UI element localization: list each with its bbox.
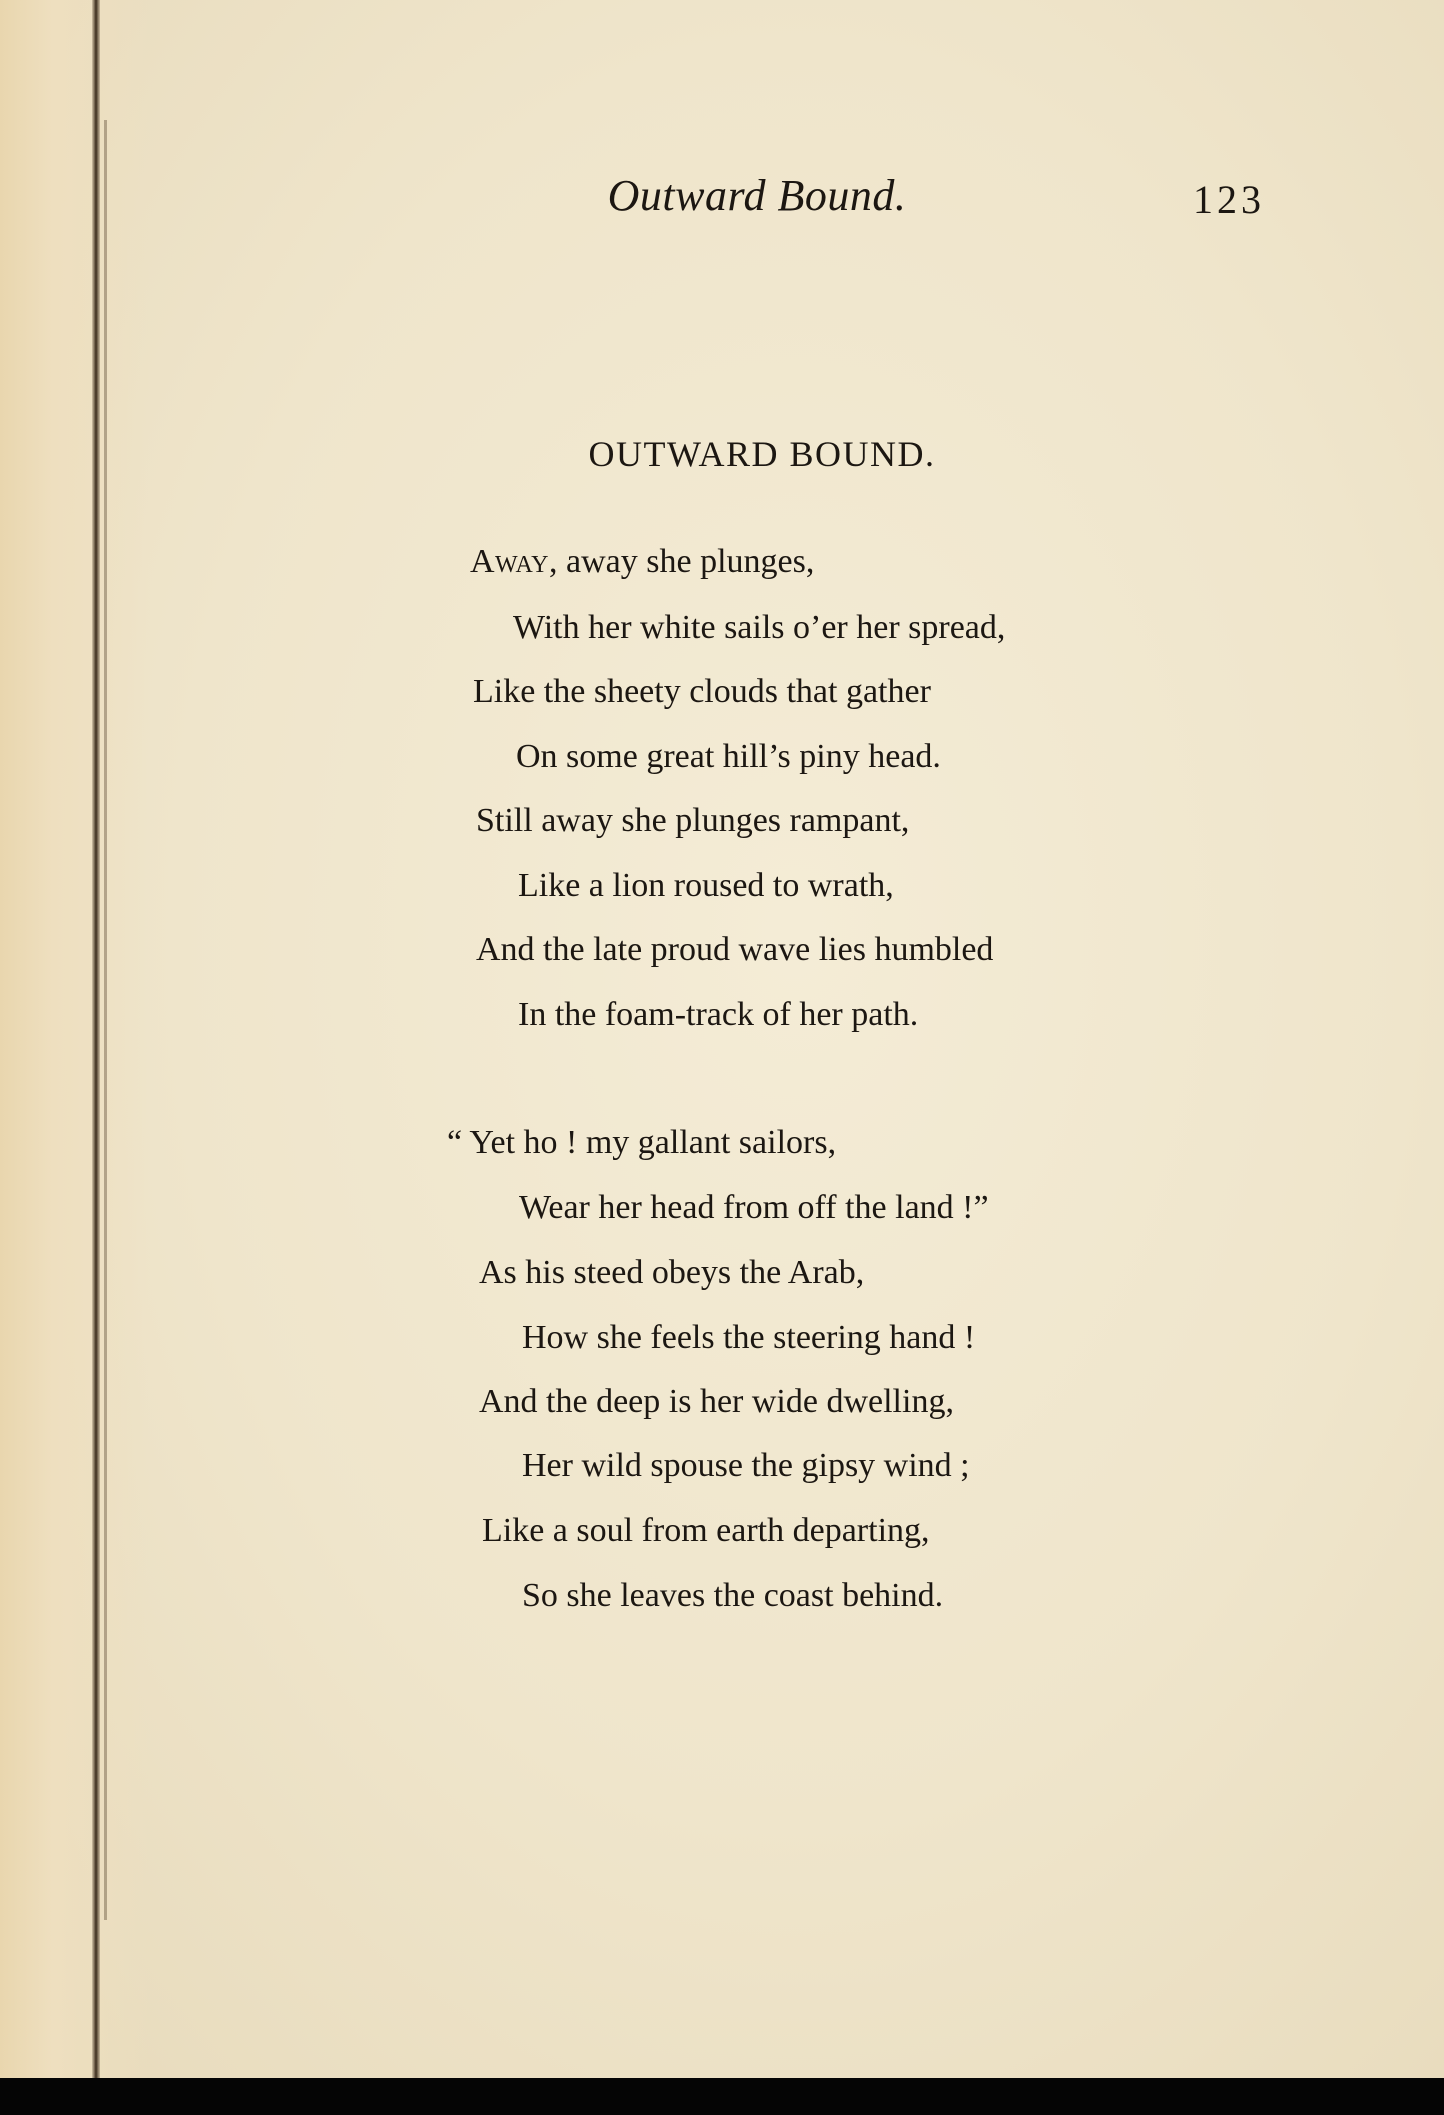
poem-title: OUTWARD BOUND. (588, 434, 936, 474)
poem-line: With her white sails o’er her spread, (513, 609, 1006, 646)
poem-line: How she feels the steering hand ! (522, 1319, 976, 1356)
poem-line: As his steed obeys the Arab, (479, 1254, 865, 1291)
poem-line (470, 543, 814, 581)
first-word: Away (470, 543, 550, 580)
poem-line: “ Yet ho ! my gallant sailors, (447, 1124, 837, 1161)
running-title: Outward Bound. (607, 171, 907, 220)
poem-line: Still away she plunges rampant, (476, 802, 910, 839)
binding-edge-inner (104, 120, 107, 1920)
page-shadow (0, 0, 150, 2078)
poem-line: Her wild spouse the gipsy wind ; (522, 1447, 970, 1484)
poem-line: Like a soul from earth departing, (482, 1512, 930, 1549)
page-number: 123 (1193, 177, 1265, 222)
poem-line: In the foam-track of her path. (518, 996, 919, 1033)
poem-line: And the deep is her wide dwelling, (479, 1383, 954, 1420)
first-line-rest: , away she plunges, (549, 543, 815, 580)
poem-line: Wear her head from off the land !” (519, 1189, 989, 1226)
poem-line: So she leaves the coast behind. (522, 1577, 944, 1614)
poem-line: On some great hill’s piny head. (516, 738, 941, 775)
poem-line: Like the sheety clouds that gather (473, 673, 931, 710)
scan-bottom-border (0, 2078, 1444, 2115)
poem-line: And the late proud wave lies humbled (476, 931, 994, 968)
poem-line: Like a lion roused to wrath, (518, 867, 894, 904)
binding-edge (92, 0, 100, 2078)
